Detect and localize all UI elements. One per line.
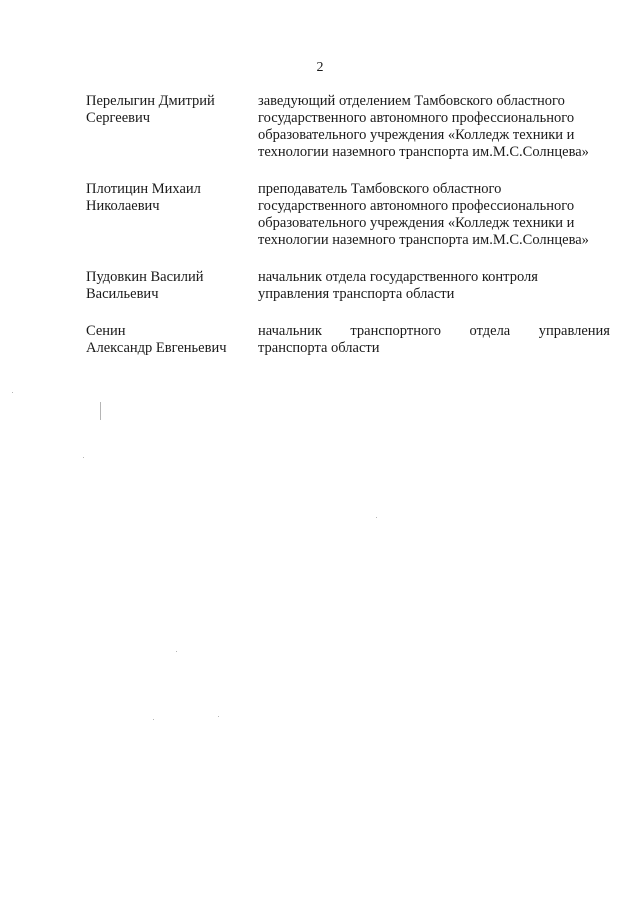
member-name-line: Плотицин Михаил bbox=[86, 181, 201, 197]
member-name-line: Сергеевич bbox=[86, 110, 151, 126]
member-name-line: Николаевич bbox=[86, 198, 160, 214]
member-name bbox=[86, 269, 258, 303]
member-position-line: транспорта области bbox=[258, 340, 380, 356]
member-position-line: образовательного учреждения «Колледж техники и bbox=[258, 215, 575, 231]
member-position bbox=[258, 181, 610, 249]
member-position bbox=[258, 93, 610, 161]
scan-speck bbox=[376, 517, 377, 518]
member-position bbox=[258, 323, 610, 357]
position-word: управления bbox=[538, 323, 610, 339]
position-word: транспортного bbox=[350, 323, 442, 339]
member-position-line: образовательного учреждения «Колледж техники и bbox=[258, 127, 575, 143]
member-name bbox=[86, 323, 258, 357]
scan-speck bbox=[176, 651, 177, 652]
member-position-line: технологии наземного транспорта им.М.С.Солнцева» bbox=[258, 144, 589, 160]
member-position-line: государственного автономного профессионального bbox=[258, 110, 575, 126]
member-position-line: преподаватель Тамбовского областного bbox=[258, 181, 502, 197]
scan-speck bbox=[218, 716, 219, 717]
members-list bbox=[86, 93, 610, 377]
member-entry bbox=[86, 323, 610, 357]
scan-speck bbox=[153, 719, 154, 720]
member-position bbox=[258, 269, 610, 303]
member-position-line: управления транспорта области bbox=[258, 286, 455, 302]
scan-speck bbox=[100, 402, 101, 420]
member-name-line: Александр Евгеньевич bbox=[86, 340, 227, 356]
member-name-line: Васильевич bbox=[86, 286, 159, 302]
position-word: отдела bbox=[469, 323, 511, 339]
member-name-line: Сенин bbox=[86, 323, 126, 339]
member-position-line: начальник отдела государственного контроля bbox=[258, 269, 538, 285]
member-entry bbox=[86, 181, 610, 249]
member-entry bbox=[86, 93, 610, 161]
member-position-line: технологии наземного транспорта им.М.С.Солнцева» bbox=[258, 232, 589, 248]
member-position-line: заведующий отделением Тамбовского областного bbox=[258, 93, 565, 109]
member-name bbox=[86, 181, 258, 249]
member-name bbox=[86, 93, 258, 161]
scan-speck bbox=[12, 392, 13, 393]
scan-speck bbox=[83, 457, 84, 458]
member-position-justified-line bbox=[258, 323, 610, 340]
page-number: 2 bbox=[316, 60, 324, 75]
member-entry bbox=[86, 269, 610, 303]
member-name-line: Пудовкин Василий bbox=[86, 269, 204, 285]
member-name-line: Перелыгин Дмитрий bbox=[86, 93, 215, 109]
member-position-line: государственного автономного профессионального bbox=[258, 198, 575, 214]
position-word: начальник bbox=[258, 323, 322, 339]
